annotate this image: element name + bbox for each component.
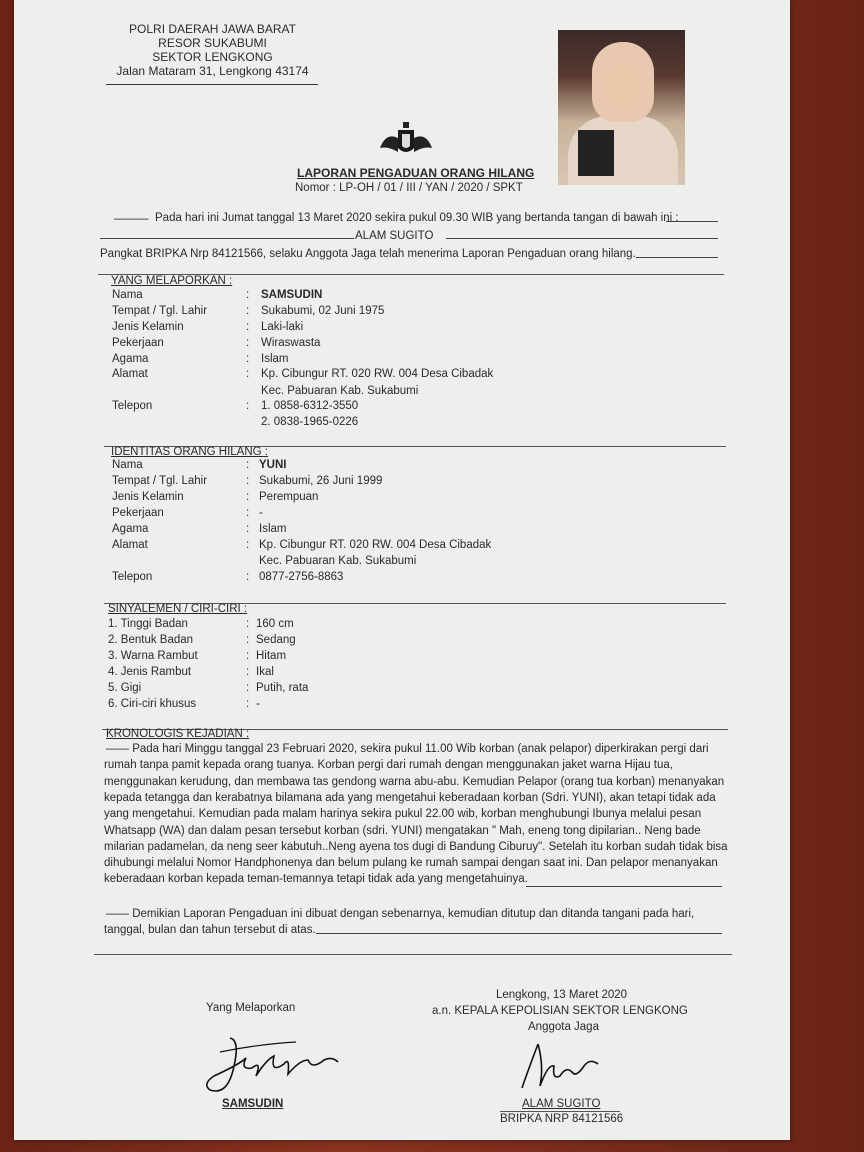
field-value: Sedang (256, 634, 296, 646)
field-separator: : (246, 539, 250, 551)
field-label: Pekerjaan (112, 337, 164, 349)
field-separator: : (246, 523, 250, 535)
field-label: Nama (112, 459, 143, 471)
field-label: Pekerjaan (112, 507, 164, 519)
closing-filler (316, 933, 722, 934)
field-separator: : (246, 571, 250, 583)
header-line-3: SEKTOR LENGKONG (152, 50, 273, 64)
section-divider (94, 954, 732, 955)
field-value: Putih, rata (256, 682, 309, 694)
signature-on-behalf: a.n. KEPALA KEPOLISIAN SEKTOR LENGKONG (432, 1005, 688, 1017)
chronology-line: rumah tanpa pamit kepada orang tuanya. Korban pergi dari rumah dengan menggunakan jaket warna Hijau tua, (104, 759, 673, 772)
field-label: 2. Bentuk Badan (108, 634, 194, 646)
header-line-2: RESOR SUKABUMI (158, 36, 267, 50)
field-separator: : (246, 475, 250, 487)
intro-line-1: Pada hari ini Jumat tanggal 13 Maret 2020 sekira pukul 09.30 WIB yang bertanda tangan di bawah ini : (155, 212, 679, 224)
field-separator: : (246, 618, 250, 630)
field-separator: : (246, 353, 250, 365)
field-value: Kp. Cibungur RT. 020 RW. 004 Desa Cibadak (261, 368, 494, 380)
field-label: 6. Ciri-ciri khusus (108, 698, 197, 710)
police-emblem-icon (376, 118, 436, 160)
field-separator: : (246, 650, 250, 662)
field-separator: : (246, 400, 250, 412)
field-separator: : (246, 321, 250, 333)
reporter-handwritten-signature (200, 1030, 350, 1100)
intro-dash-left: ——— (114, 213, 149, 225)
intro-filler-2a (100, 238, 354, 239)
field-label: Agama (112, 353, 149, 365)
field-label: Telepon (112, 400, 153, 412)
chronology-line: yang mengetahui. Kemudian pada malam harinya sekira pukul 22.00 wib, korban menghubungi Ibunya melalui pesan (104, 808, 702, 821)
receiving-officer-name: ALAM SUGITO (355, 230, 434, 242)
intro-filler-3 (636, 257, 718, 258)
field-label: 3. Warna Rambut (108, 650, 198, 662)
field-value: Sukabumi, 26 Juni 1999 (259, 475, 383, 487)
field-separator: : (246, 634, 250, 646)
field-label: Jenis Kelamin (112, 491, 184, 503)
report-document (14, 0, 790, 1140)
field-separator: : (246, 698, 250, 710)
field-separator: : (246, 337, 250, 349)
field-value: - (256, 698, 260, 710)
officer-name-underline (500, 1111, 620, 1112)
field-label: Alamat (112, 539, 148, 551)
field-label: Telepon (112, 571, 153, 583)
chronology-line: dihubungi melalui Nomor Handphonenya dan belum pulang ke rumah sampai dengan saat ini. Dan pelapor menanyakan (104, 857, 718, 870)
field-value: Kec. Pabuaran Kab. Sukabumi (259, 555, 417, 567)
chronology-line: keberadaan korban kepada teman-temannya tetapi tidak ada yang mengetahuinya. (104, 873, 528, 886)
missing-person-section-heading: IDENTITAS ORANG HILANG : (111, 446, 268, 458)
field-label: 5. Gigi (108, 682, 142, 694)
field-separator: : (246, 491, 250, 503)
signature-role: Anggota Jaga (528, 1021, 599, 1033)
chronology-filler (526, 886, 722, 887)
field-value: Laki-laki (261, 321, 304, 333)
field-value: 0877-2756-8863 (259, 571, 344, 583)
chronology-line: Whatsapp (WA) dan dalam pesan tersebut korban (sdri. YUNI) mengatakan " Mah, eneng tong dipilarian.. Neng bade (104, 824, 701, 837)
closing-line-1: —— Demikian Laporan Pengaduan ini dibuat dengan sebenarnya, kemudian ditutup dan ditanda tangani pada hari, (106, 908, 695, 920)
closing-line-2: tanggal, bulan dan tahun tersebut di atas. (104, 924, 316, 936)
field-value: 2. 0838-1965-0226 (261, 416, 359, 428)
field-label: Jenis Kelamin (112, 321, 184, 333)
chronology-line: menggunakan kerudung, dan membawa tas gendong warna abu-abu. Kemudian Pelapor (orang tua korban) menanyakan (104, 775, 725, 788)
field-label: 4. Jenis Rambut (108, 666, 192, 678)
chronology-line: milarian padamelan, da neng seer kabutuh..Neng ayena tos dugi di Bandung Ciburuy". Setelah itu korban sudah tidak bisa (104, 840, 728, 853)
field-value: Kec. Pabuaran Kab. Sukabumi (261, 385, 419, 397)
field-value: Ikal (256, 666, 274, 678)
field-separator: : (246, 289, 250, 301)
reporter-section-heading: YANG MELAPORKAN : (111, 275, 233, 287)
field-separator: : (246, 682, 250, 694)
field-separator: : (246, 666, 250, 678)
field-value: SAMSUDIN (261, 289, 323, 301)
field-label: 1. Tinggi Badan (108, 618, 188, 630)
reporter-signature-title: Yang Melaporkan (206, 1002, 296, 1014)
chronology-line: kepada tetangga dan kerabatnya bilamana ada yang mengetahui keberadaan korban (Sdri. YUNI), akan tetapi tidak ada (104, 791, 716, 804)
field-value: 1. 0858-6312-3550 (261, 400, 359, 412)
missing-person-photo (558, 30, 685, 185)
header-line-1: POLRI DAERAH JAWA BARAT (129, 22, 296, 36)
chronology-line: —— Pada hari Minggu tanggal 23 Februari 2020, sekira pukul 11.00 Wib korban (anak pelapor) diperkirakan pergi dari (106, 743, 709, 755)
report-title: LAPORAN PENGADUAN ORANG HILANG (297, 166, 535, 180)
field-label: Nama (112, 289, 143, 301)
intro-filler-2b (446, 238, 718, 239)
characteristics-section-heading: SINYALEMEN / CIRI-CIRI : (108, 603, 248, 615)
reporter-signature-name: SAMSUDIN (222, 1098, 284, 1110)
header-line-4: Jalan Mataram 31, Lengkong 43174 (116, 64, 309, 78)
field-value: Kp. Cibungur RT. 020 RW. 004 Desa Cibadak (259, 539, 492, 551)
field-label: Tempat / Tgl. Lahir (112, 475, 208, 487)
institution-header (100, 22, 325, 78)
field-value: Sukabumi, 02 Juni 1975 (261, 305, 385, 317)
field-value: - (259, 507, 263, 519)
officer-signature-name: ALAM SUGITO (522, 1098, 601, 1110)
field-value: Wiraswasta (261, 337, 321, 349)
officer-handwritten-signature (514, 1036, 604, 1092)
field-separator: : (246, 507, 250, 519)
header-underline (106, 84, 318, 85)
field-value: YUNI (259, 459, 287, 471)
field-separator: : (246, 368, 250, 380)
report-number: Nomor : LP-OH / 01 / III / YAN / 2020 / SPKT (295, 182, 523, 194)
field-value: Perempuan (259, 491, 319, 503)
field-value: Islam (259, 523, 287, 535)
field-label: Alamat (112, 368, 148, 380)
intro-filler-1 (666, 221, 718, 222)
chronology-section-heading: KRONOLOGIS KEJADIAN : (106, 728, 250, 740)
intro-line-3: Pangkat BRIPKA Nrp 84121566, selaku Anggota Jaga telah menerima Laporan Pengaduan orang hilang. (100, 248, 636, 260)
field-separator: : (246, 459, 250, 471)
field-value: Islam (261, 353, 289, 365)
field-separator: : (246, 305, 250, 317)
field-label: Agama (112, 523, 149, 535)
field-label: Tempat / Tgl. Lahir (112, 305, 208, 317)
field-value: Hitam (256, 650, 287, 662)
field-value: 160 cm (256, 618, 294, 630)
officer-nrp: BRIPKA NRP 84121566 (500, 1113, 624, 1125)
signature-place-date: Lengkong, 13 Maret 2020 (496, 989, 628, 1001)
